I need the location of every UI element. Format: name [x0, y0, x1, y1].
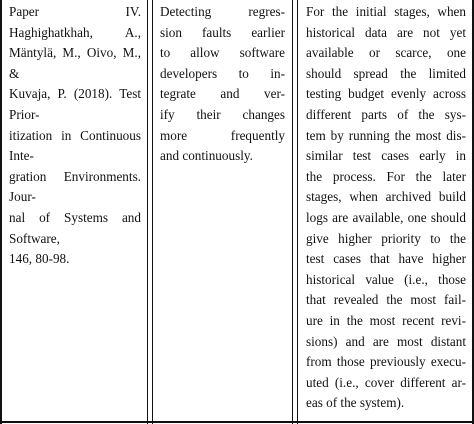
- objective-line: to allow software: [160, 45, 285, 61]
- finding-line: should spread the limited: [306, 65, 466, 81]
- finding-cell: [306, 2, 466, 414]
- finding-line: test cases that have higher: [306, 251, 466, 267]
- finding-line: For the initial stages, when: [306, 4, 466, 19]
- objective-line: Detecting regres-: [160, 4, 285, 19]
- reference-cell: [9, 2, 141, 270]
- finding-line: the process. For the later: [306, 168, 466, 184]
- column-divider-3: [292, 0, 293, 424]
- finding-line: from those previously execu-: [306, 354, 466, 370]
- reference-line: Paper IV. Haghighatkhah, A.,: [9, 4, 141, 40]
- finding-line: different parts of the sys-: [306, 106, 466, 122]
- reference-line: itization in Continuous Inte-: [9, 127, 141, 164]
- finding-line: stages, when archived build: [306, 189, 466, 205]
- finding-line: sions) and are most distant: [306, 333, 466, 349]
- finding-line: that revealed the most fail-: [306, 292, 466, 308]
- objective-line: ify their changes: [160, 106, 285, 122]
- table-bottom-rule: [0, 421, 474, 423]
- objective-cell: [160, 2, 285, 167]
- reference-line: Mäntylä, M., Oivo, M., &: [9, 45, 141, 81]
- column-divider-1: [147, 0, 148, 424]
- finding-line: testing budget evenly across: [306, 86, 466, 102]
- objective-line: tegrate and ver-: [160, 86, 285, 102]
- table-left-border: [0, 0, 2, 424]
- finding-line: tem by running the most dis-: [306, 127, 466, 143]
- reference-line: Kuvaja, P. (2018). Test Prior-: [9, 86, 141, 122]
- reference-line: nal of Systems and Software,: [9, 209, 141, 246]
- finding-line: uted (i.e., cover different ar-: [306, 374, 466, 390]
- finding-line: logs are available, one should: [306, 209, 466, 225]
- reference-line: gration Environments. Jour-: [9, 168, 141, 205]
- column-divider-4: [297, 0, 298, 424]
- objective-line: sion faults earlier: [160, 24, 285, 40]
- finding-line: historical value (i.e., those: [306, 271, 466, 287]
- finding-line: ure in the most recent revi-: [306, 312, 466, 328]
- objective-line: and continuously.: [160, 148, 253, 164]
- objective-line: more frequently: [160, 127, 285, 143]
- finding-line: available or scarce, one: [306, 45, 466, 61]
- objective-line: developers to in-: [160, 65, 285, 81]
- reference-line: 146, 80-98.: [9, 251, 70, 267]
- finding-line: historical data are not yet: [306, 24, 466, 40]
- finding-line: similar test cases early in: [306, 148, 466, 164]
- finding-line: give higher priority to the: [306, 230, 466, 246]
- finding-line: eas of the system).: [306, 395, 405, 411]
- column-divider-2: [152, 0, 153, 424]
